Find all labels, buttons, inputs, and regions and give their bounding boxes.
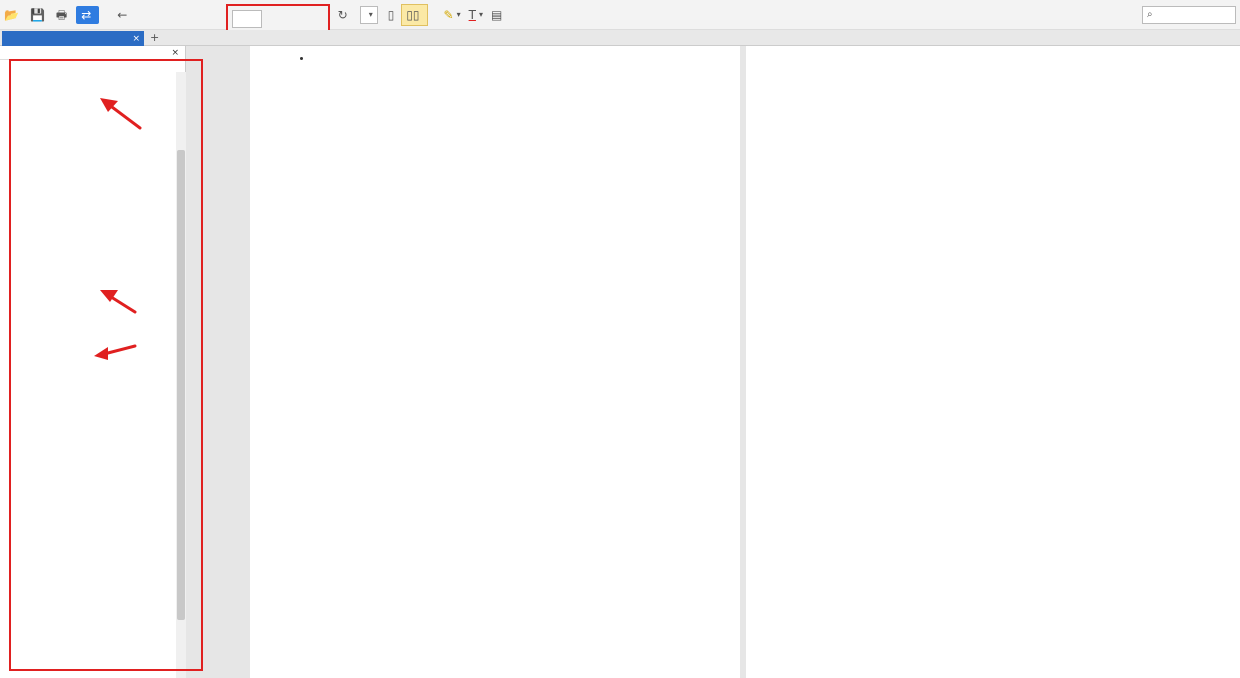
printer-icon: 🖶 xyxy=(55,7,68,22)
save-as-button[interactable] xyxy=(26,4,52,26)
arrow-left-icon: ← xyxy=(117,7,128,22)
single-page-button[interactable] xyxy=(384,4,402,26)
chevron-down-icon: ▾ xyxy=(368,9,373,19)
convert-icon: ⇄ xyxy=(81,7,92,22)
highlight-button[interactable] xyxy=(440,4,465,26)
document-tab[interactable] xyxy=(2,31,144,46)
prev-page-button[interactable] xyxy=(113,4,131,26)
main-toolbar xyxy=(0,0,1240,30)
note-icon: ▤ xyxy=(490,7,503,22)
close-icon[interactable]: × xyxy=(132,33,140,44)
rotate-right-icon: ↻ xyxy=(337,7,348,22)
chevron-down-icon: ▾ xyxy=(478,9,483,19)
pdf-to-word-button[interactable] xyxy=(76,6,99,24)
bullet-item xyxy=(312,52,710,65)
current-page-input[interactable] xyxy=(232,10,262,28)
outline-sidebar xyxy=(0,46,186,678)
open-button[interactable] xyxy=(0,4,26,26)
single-page-icon: ▯ xyxy=(387,7,395,22)
background-select[interactable] xyxy=(360,6,378,24)
highlighter-icon: ✎ xyxy=(443,7,454,22)
search-icon: ⌕ xyxy=(1147,9,1153,20)
text-color-button[interactable] xyxy=(465,4,487,26)
folder-icon: 📂 xyxy=(4,7,19,22)
tab-bar xyxy=(0,30,1240,46)
scrollbar-thumb[interactable] xyxy=(177,150,185,620)
double-page-button[interactable] xyxy=(401,4,427,26)
page-left xyxy=(250,46,740,678)
page-number-box xyxy=(226,4,330,33)
sidebar-header xyxy=(0,46,185,60)
sidebar-scrollbar[interactable] xyxy=(176,72,186,678)
bullet-list xyxy=(298,52,710,65)
notes-button[interactable] xyxy=(487,4,509,26)
double-page-icon: ▯▯ xyxy=(406,7,420,22)
save-icon: 💾 xyxy=(29,7,45,22)
text-format-icon: T xyxy=(468,7,476,22)
document-view[interactable] xyxy=(186,46,1240,678)
new-tab-button[interactable]: + xyxy=(150,31,160,44)
search-input[interactable] xyxy=(1142,6,1236,24)
page-right xyxy=(746,46,1240,678)
chevron-down-icon: ▾ xyxy=(456,9,461,19)
print-button[interactable] xyxy=(52,4,74,26)
outline-tree xyxy=(0,60,176,678)
close-icon[interactable]: × xyxy=(171,47,179,58)
rotate-right-button[interactable] xyxy=(334,4,352,26)
